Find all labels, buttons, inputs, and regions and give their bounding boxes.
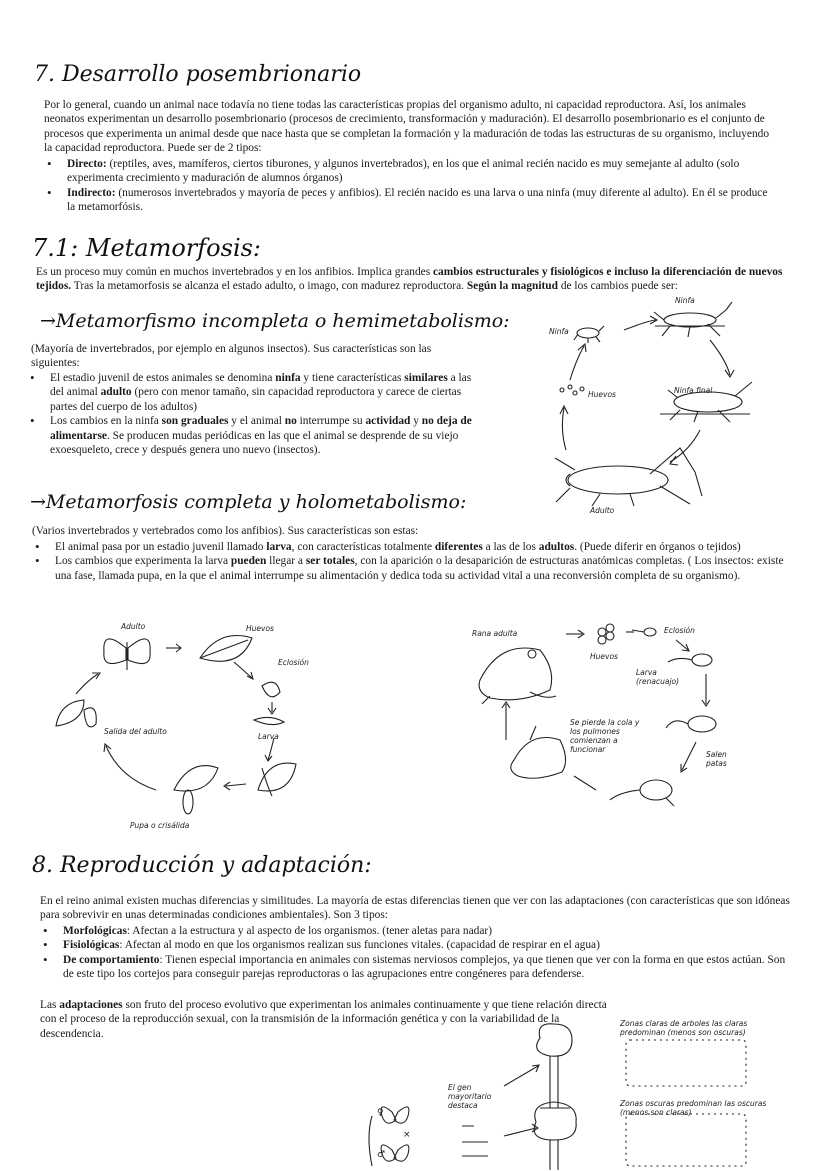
complete-list xyxy=(32,540,792,583)
list-item-directo: • Directo: (reptiles, aves, mamíferos, ciertos tiburones, y algunos invertebrados), en los que el animal recién nacido es muy semejante al adulto (solo experimenta crecimiento y maduración de alumnos órganos) xyxy=(44,157,769,186)
cycle-arrows xyxy=(76,644,276,790)
pupa-leaf-drawing xyxy=(174,766,218,814)
tadpole-drawing xyxy=(668,654,712,666)
frog-label-rana: Rana adulta xyxy=(472,629,518,638)
cricket-label-adulto: Adulto xyxy=(590,506,615,515)
moth-adaptation-figure xyxy=(364,1016,794,1171)
incomplete-list xyxy=(27,371,477,457)
butterfly-life-cycle-figure xyxy=(40,618,340,833)
light-tree-drawing xyxy=(537,1024,572,1108)
section-7-intro: Por lo general, cuando un animal nace todavía no tiene todas las características propias del organismo adulto, ni capacidad reproductora. Así, los animales neonatos experimentan un desarrollo posembrionario (procesos de crecimiento, transformación y maduración). El desarrollo posembrionario es el conjunto de procesos que experimenta un animal desde que nace hasta que se completan la formación y la maduración de todas las estructuras de su organismo, incluyendo la capacidad reproductora. Puede ser de 2 tipos: xyxy=(44,99,770,155)
hatching-tadpole-drawing xyxy=(632,628,656,636)
emerging-adult-drawing xyxy=(56,700,96,727)
butterfly-label-huevos: Huevos xyxy=(246,624,274,633)
female-symbol: ♀ xyxy=(377,1108,384,1118)
section-7-title: 7. Desarrollo posembrionario xyxy=(34,62,362,87)
list-item: • El animal pasa por un estadio juvenil llamado larva, con características totalmente diferentes a las de los adultos. (Puede diferir en órganos o tejidos) xyxy=(32,540,792,554)
adaptation-types-list xyxy=(40,924,795,982)
frog-label-pierde: Se pierde la cola y los pulmones comienzan a funcionar xyxy=(570,718,640,754)
eggs-drawing xyxy=(560,385,584,395)
incomplete-intro: (Mayoría de invertebrados, por ejemplo en algunos insectos). Sus características son las siguientes: xyxy=(31,343,432,370)
cricket-label-ninfa-left: Ninfa xyxy=(549,327,569,336)
incomplete-metamorphosis-title: →Metamorfismo incompleta o hemimetabolismo: xyxy=(40,310,510,332)
cricket-life-cycle-figure xyxy=(530,290,800,520)
eggs-leaf-drawing xyxy=(200,636,252,662)
frog-label-huevos: Huevos xyxy=(590,652,618,661)
adult-butterfly-drawing xyxy=(104,639,150,670)
list-item: • El estadio juvenil de estos animales se denomina ninfa y tiene características similares a las del animal adulto (pero con menor tamaño, sin capacidad reproductora y carece de ciertas partes del cuerpo de los adultos) xyxy=(27,371,477,414)
butterfly-label-pupa: Pupa o crisálida xyxy=(130,821,190,830)
cross-symbol: × xyxy=(403,1130,411,1140)
list-item-indirecto: • Indirecto: (numerosos invertebrados y mayoría de peces y anfibios). El recién nacido es una larva o una ninfa (muy diferente al adulto). En él se produce la metamorfósis. xyxy=(44,186,769,215)
light-zone-moths-drawing xyxy=(626,1040,746,1086)
frog-label-salen: Salen patas xyxy=(706,750,727,768)
list-item-comportamiento: • De comportamiento: Tienen especial importancia en animales con sistemas nerviosos complejos, ya que tienen que ver con la forma en que estos actúan. Son de este tipo los cortejos para conseguir parejas reproductoras o las agrupaciones entre congéneres para defenderse. xyxy=(40,953,795,982)
frog-life-cycle-figure xyxy=(470,620,770,810)
cricket-label-huevos: Huevos xyxy=(588,390,616,399)
nymph-left-drawing xyxy=(574,326,604,343)
list-item: • Los cambios en la ninfa son graduales y el animal no interrumpe su actividad y no deja de alimentarse. Se producen mudas periódicas en las que el animal se desprende de su viejo exoesqueleto, crece y después genera uno nuevo (insectos). xyxy=(27,414,477,457)
nymph-top-drawing xyxy=(654,302,732,337)
list-item-fisiologicas: • Fisiológicas: Afectan al modo en que los organismos realizan sus funciones vitales. (capacidad de respirar en el agua) xyxy=(40,938,795,952)
complete-intro: (Varios invertebrados y vertebrados como los anfibios). Sus características son estas: xyxy=(32,525,419,537)
butterfly-label-salida: Salida del adulto xyxy=(104,727,167,736)
hatching-drawing xyxy=(262,682,280,697)
adult-frog-drawing xyxy=(479,648,556,704)
development-types-list xyxy=(44,157,769,215)
adult-cricket-drawing xyxy=(555,448,702,506)
froglet-drawing xyxy=(511,726,566,778)
frog-eggs-drawing xyxy=(598,624,614,644)
frog-label-eclosion: Eclosión xyxy=(664,626,695,635)
section-8-title: 8. Reproducción y adaptación: xyxy=(32,853,372,878)
tadpole-legs-drawing xyxy=(666,716,716,732)
butterfly-label-eclosion: Eclosión xyxy=(278,658,309,667)
cricket-label-ninfa-final: Ninfa final xyxy=(674,386,713,395)
male-symbol: ♂ xyxy=(377,1150,386,1160)
moth-label-zonas-oscuras: Zonas oscuras predominan las oscuras (menos son claras) xyxy=(620,1099,767,1117)
offspring-moths-drawing xyxy=(462,1126,488,1156)
butterfly-label-adulto: Adulto xyxy=(121,622,146,631)
moth-label-gen: El gen mayoritario destaca xyxy=(448,1083,492,1110)
section-71-title: 7.1: Metamorfosis: xyxy=(32,234,262,262)
froglet-legs-drawing xyxy=(610,780,674,806)
section-8-intro: En el reino animal existen muchas diferencias y similitudes. La mayoría de estas diferencias tienen que ver con las adaptaciones (con características que son idóneas para sobrevivir en unas determinadas condiciones ambientales). Son 3 tipos: xyxy=(40,895,790,922)
moth-label-zonas-claras: Zonas claras de arboles las claras predominan (menos son oscuras) xyxy=(620,1019,748,1037)
butterfly-label-larva: Larva xyxy=(258,732,279,741)
list-item-morfologicas: • Morfológicas: Afectan a la estructura y al aspecto de los organismos. (tener aletas para nadar) xyxy=(40,924,795,938)
section-71-intro: Es un proceso muy común en muchos invertebrados y en los anfibios. Implica grandes cambios estructurales y fisiológicos e incluso la diferenciación de nuevos tejidos. Tras la metamorfosis se alcanza el estado adulto, o imago, con madurez reproductora. Según la magnitud de los cambios puede ser: xyxy=(36,266,783,293)
larva-drawing xyxy=(254,717,284,724)
section-8-final: Las adaptaciones son fruto del proceso evolutivo que experimentan los animales continuamente y que tiene relación directa con el proceso de la reproducción sexual, con la transmisión de la información genética y con la variabilidad de la descendencia. xyxy=(40,999,607,1040)
larva-leaf-drawing xyxy=(258,763,296,796)
dark-tree-drawing xyxy=(534,1102,576,1170)
frog-label-larva: Larva (renacuajo) xyxy=(636,668,680,686)
list-item: • Los cambios que experimenta la larva pueden llegar a ser totales, con la aparición o la desaparición de estructuras anatómicas completas. ( Los insectos: existe una fase, llamada pupa, en la que el animal interrumpe su alimentación y dedica toda su actividad vital a una reconversión completa de su organismo). xyxy=(32,554,792,583)
cricket-label-ninfa-top: Ninfa xyxy=(675,296,695,305)
dark-zone-moths-drawing xyxy=(626,1114,746,1166)
complete-metamorphosis-title: →Metamorfosis completa y holometabolismo: xyxy=(30,491,467,513)
